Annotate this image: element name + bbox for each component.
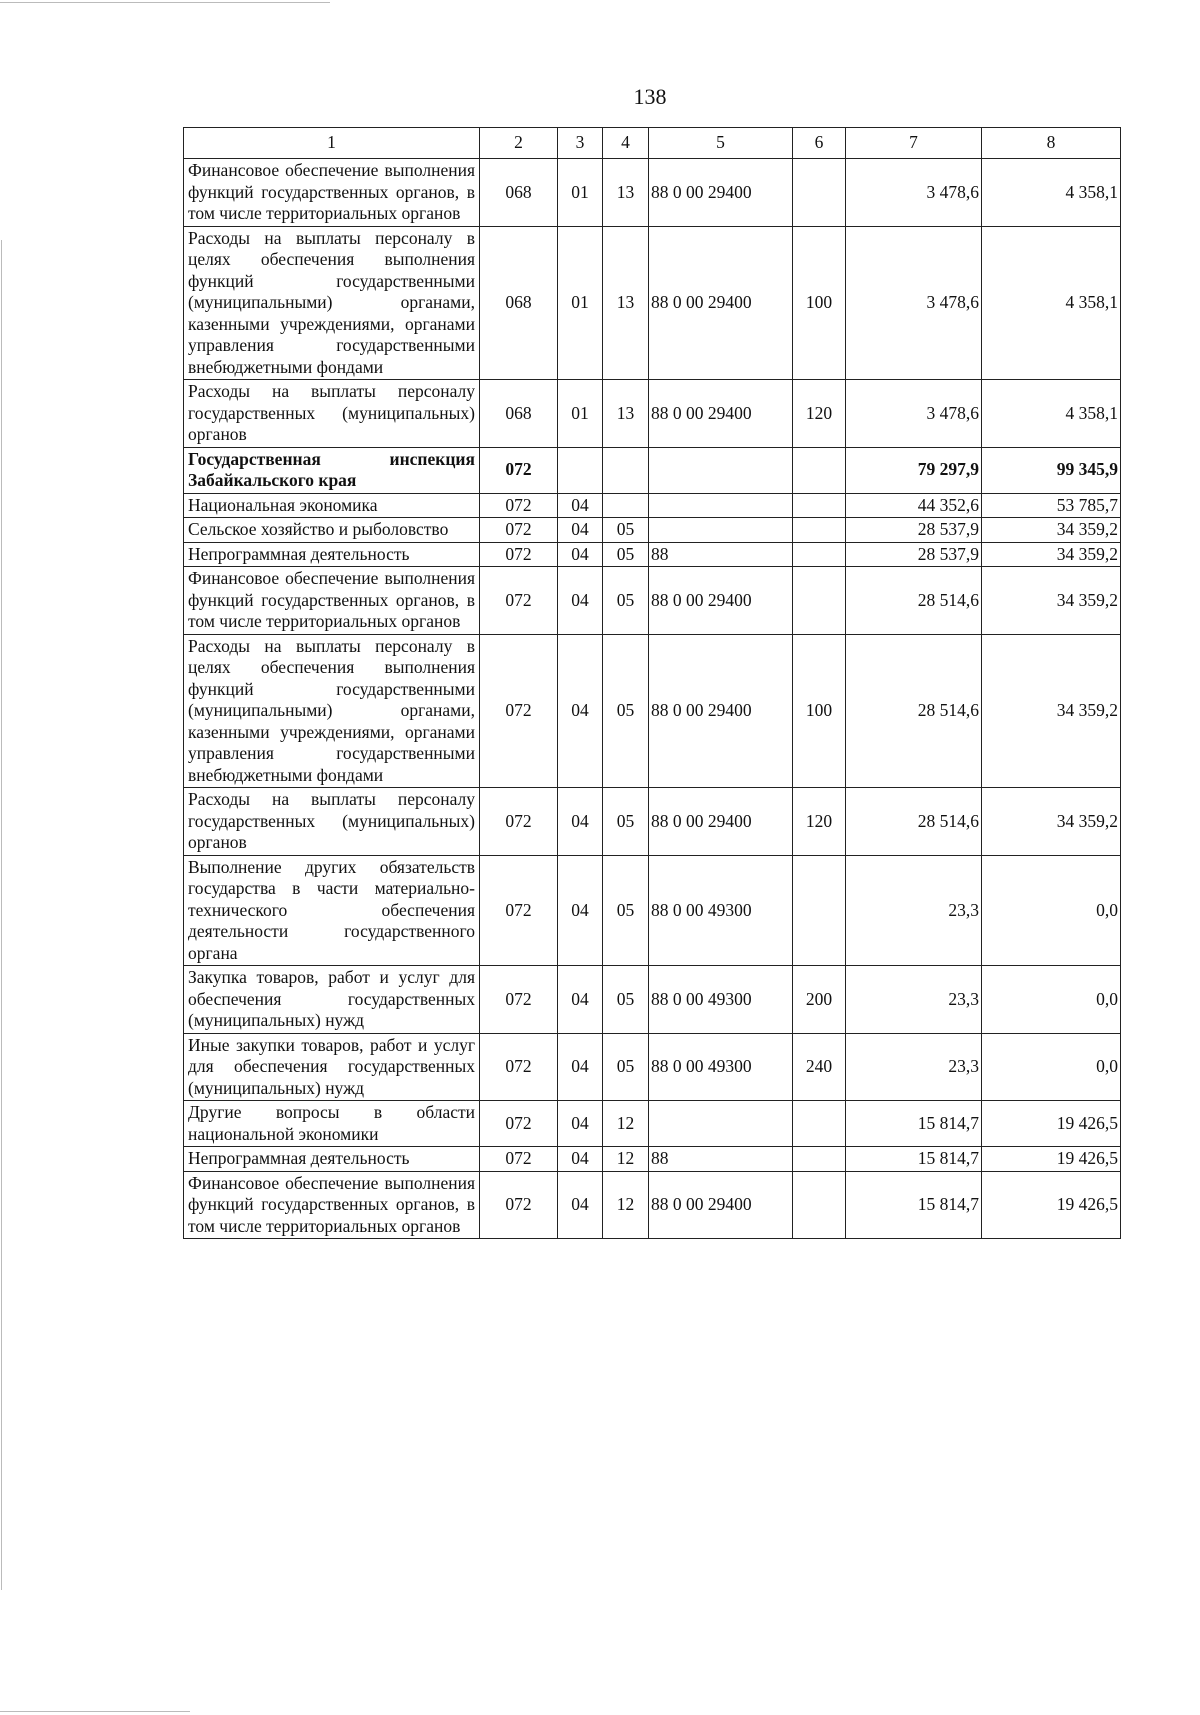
cell-amount-col8: 34 359,2 — [982, 567, 1121, 635]
cell-target-article: 88 0 00 49300 — [649, 1033, 793, 1101]
cell-expense-type: 120 — [793, 788, 846, 856]
table-row — [184, 226, 1121, 380]
cell-admin-code: 072 — [480, 1101, 558, 1147]
cell-name: Непрограммная деятельность — [184, 1147, 480, 1172]
cell-section: 01 — [558, 226, 603, 380]
cell-subsection: 13 — [603, 159, 649, 227]
cell-amount-col7: 44 352,6 — [846, 493, 982, 518]
scan-edge-line-bottom — [0, 1711, 190, 1712]
header-col-2: 2 — [480, 128, 558, 159]
header-col-1: 1 — [184, 128, 480, 159]
cell-subsection: 05 — [603, 634, 649, 788]
cell-name: Национальная экономика — [184, 493, 480, 518]
cell-admin-code: 072 — [480, 542, 558, 567]
cell-amount-col7: 23,3 — [846, 966, 982, 1034]
cell-subsection: 12 — [603, 1101, 649, 1147]
header-col-8: 8 — [982, 128, 1121, 159]
cell-section — [558, 447, 603, 493]
cell-expense-type — [793, 1101, 846, 1147]
cell-subsection: 05 — [603, 518, 649, 543]
cell-admin-code: 072 — [480, 1171, 558, 1239]
cell-subsection — [603, 493, 649, 518]
cell-target-article: 88 0 00 29400 — [649, 634, 793, 788]
table-row — [184, 518, 1121, 543]
cell-target-article — [649, 518, 793, 543]
cell-amount-col8: 19 426,5 — [982, 1171, 1121, 1239]
cell-expense-type: 120 — [793, 380, 846, 448]
cell-admin-code: 072 — [480, 567, 558, 635]
cell-target-article: 88 0 00 29400 — [649, 1171, 793, 1239]
cell-amount-col7: 15 814,7 — [846, 1101, 982, 1147]
cell-section: 04 — [558, 542, 603, 567]
cell-amount-col7: 3 478,6 — [846, 159, 982, 227]
cell-amount-col7: 28 537,9 — [846, 518, 982, 543]
table-row — [184, 1101, 1121, 1147]
cell-amount-col7: 79 297,9 — [846, 447, 982, 493]
cell-target-article: 88 0 00 29400 — [649, 567, 793, 635]
cell-name: Финансовое обеспечение выполнения функций государственных органов, в том числе территориальных органов — [184, 1171, 480, 1239]
cell-admin-code: 072 — [480, 855, 558, 966]
cell-subsection — [603, 447, 649, 493]
table-row — [184, 1147, 1121, 1172]
cell-target-article: 88 0 00 29400 — [649, 788, 793, 856]
header-col-7: 7 — [846, 128, 982, 159]
table-row — [184, 159, 1121, 227]
table-row — [184, 567, 1121, 635]
table-row — [184, 966, 1121, 1034]
cell-target-article: 88 — [649, 1147, 793, 1172]
cell-expense-type — [793, 1147, 846, 1172]
cell-name: Выполнение других обязательств государства в части материально-технического обеспечения деятельности государственного органа — [184, 855, 480, 966]
cell-subsection: 05 — [603, 1033, 649, 1101]
header-col-6: 6 — [793, 128, 846, 159]
cell-subsection: 13 — [603, 226, 649, 380]
header-col-5: 5 — [649, 128, 793, 159]
cell-amount-col8: 0,0 — [982, 966, 1121, 1034]
cell-amount-col8: 99 345,9 — [982, 447, 1121, 493]
cell-name: Финансовое обеспечение выполнения функций государственных органов, в том числе территориальных органов — [184, 567, 480, 635]
cell-name: Сельское хозяйство и рыболовство — [184, 518, 480, 543]
cell-admin-code: 072 — [480, 634, 558, 788]
page-number: 138 — [633, 84, 667, 109]
cell-admin-code: 068 — [480, 226, 558, 380]
cell-section: 04 — [558, 855, 603, 966]
cell-amount-col7: 28 537,9 — [846, 542, 982, 567]
header-col-3: 3 — [558, 128, 603, 159]
cell-admin-code: 072 — [480, 788, 558, 856]
cell-name: Закупка товаров, работ и услуг для обеспечения государственных (муниципальных) нужд — [184, 966, 480, 1034]
cell-amount-col7: 28 514,6 — [846, 567, 982, 635]
cell-target-article — [649, 447, 793, 493]
cell-admin-code: 072 — [480, 966, 558, 1034]
cell-amount-col8: 4 358,1 — [982, 159, 1121, 227]
cell-amount-col8: 34 359,2 — [982, 518, 1121, 543]
table-row — [184, 493, 1121, 518]
cell-section: 04 — [558, 1033, 603, 1101]
cell-section: 04 — [558, 788, 603, 856]
cell-admin-code: 072 — [480, 493, 558, 518]
cell-amount-col7: 15 814,7 — [846, 1171, 982, 1239]
cell-amount-col7: 28 514,6 — [846, 788, 982, 856]
cell-subsection: 05 — [603, 567, 649, 635]
table-row — [184, 380, 1121, 448]
cell-expense-type — [793, 447, 846, 493]
cell-subsection: 05 — [603, 788, 649, 856]
table-row — [184, 1033, 1121, 1101]
cell-name: Непрограммная деятельность — [184, 542, 480, 567]
cell-subsection: 12 — [603, 1147, 649, 1172]
cell-target-article — [649, 1101, 793, 1147]
header-row — [184, 128, 1121, 159]
cell-section: 04 — [558, 518, 603, 543]
cell-expense-type: 100 — [793, 634, 846, 788]
cell-name: Расходы на выплаты персоналу государственных (муниципальных) органов — [184, 380, 480, 448]
cell-section: 04 — [558, 1101, 603, 1147]
cell-admin-code: 072 — [480, 447, 558, 493]
cell-target-article: 88 0 00 29400 — [649, 226, 793, 380]
cell-amount-col8: 53 785,7 — [982, 493, 1121, 518]
budget-table — [183, 127, 1121, 1239]
cell-section: 04 — [558, 634, 603, 788]
cell-amount-col8: 0,0 — [982, 855, 1121, 966]
cell-name: Расходы на выплаты персоналу государственных (муниципальных) органов — [184, 788, 480, 856]
cell-expense-type: 200 — [793, 966, 846, 1034]
cell-admin-code: 068 — [480, 159, 558, 227]
cell-amount-col8: 4 358,1 — [982, 380, 1121, 448]
cell-expense-type — [793, 493, 846, 518]
cell-admin-code: 072 — [480, 1033, 558, 1101]
cell-expense-type — [793, 855, 846, 966]
table-row — [184, 1171, 1121, 1239]
cell-expense-type: 240 — [793, 1033, 846, 1101]
cell-expense-type — [793, 1171, 846, 1239]
scan-edge-line-top — [0, 2, 330, 3]
table-body — [184, 159, 1121, 1239]
cell-admin-code: 068 — [480, 380, 558, 448]
cell-expense-type: 100 — [793, 226, 846, 380]
cell-target-article: 88 0 00 29400 — [649, 159, 793, 227]
cell-expense-type — [793, 542, 846, 567]
cell-amount-col7: 3 478,6 — [846, 226, 982, 380]
cell-name: Иные закупки товаров, работ и услуг для обеспечения государственных (муниципальных) нужд — [184, 1033, 480, 1101]
cell-subsection: 05 — [603, 966, 649, 1034]
cell-target-article — [649, 493, 793, 518]
cell-amount-col7: 3 478,6 — [846, 380, 982, 448]
cell-section: 04 — [558, 1171, 603, 1239]
table-row — [184, 634, 1121, 788]
scan-edge-line-left — [1, 240, 2, 1590]
table-row — [184, 788, 1121, 856]
cell-amount-col7: 23,3 — [846, 855, 982, 966]
cell-target-article: 88 0 00 29400 — [649, 380, 793, 448]
cell-amount-col8: 34 359,2 — [982, 542, 1121, 567]
cell-subsection: 05 — [603, 855, 649, 966]
table-row — [184, 855, 1121, 966]
cell-admin-code: 072 — [480, 1147, 558, 1172]
cell-section: 04 — [558, 1147, 603, 1172]
cell-section: 04 — [558, 966, 603, 1034]
cell-subsection: 13 — [603, 380, 649, 448]
cell-subsection: 12 — [603, 1171, 649, 1239]
cell-name: Расходы на выплаты персоналу в целях обеспечения выполнения функций государственными (муниципальными) органами, казенными учреждениями, органами управления государственными внебюджетными фондами — [184, 634, 480, 788]
table-row — [184, 447, 1121, 493]
cell-section: 04 — [558, 493, 603, 518]
cell-amount-col7: 23,3 — [846, 1033, 982, 1101]
header-col-4: 4 — [603, 128, 649, 159]
cell-amount-col8: 34 359,2 — [982, 788, 1121, 856]
cell-subsection: 05 — [603, 542, 649, 567]
cell-amount-col8: 34 359,2 — [982, 634, 1121, 788]
cell-target-article: 88 0 00 49300 — [649, 966, 793, 1034]
table-row — [184, 542, 1121, 567]
cell-amount-col8: 19 426,5 — [982, 1147, 1121, 1172]
cell-amount-col8: 19 426,5 — [982, 1101, 1121, 1147]
cell-section: 01 — [558, 159, 603, 227]
cell-target-article: 88 — [649, 542, 793, 567]
cell-section: 01 — [558, 380, 603, 448]
cell-expense-type — [793, 159, 846, 227]
cell-expense-type — [793, 518, 846, 543]
cell-amount-col8: 4 358,1 — [982, 226, 1121, 380]
cell-amount-col7: 15 814,7 — [846, 1147, 982, 1172]
cell-target-article: 88 0 00 49300 — [649, 855, 793, 966]
cell-name: Расходы на выплаты персоналу в целях обеспечения выполнения функций государственными (муниципальными) органами, казенными учреждениями, органами управления государственными внебюджетными фондами — [184, 226, 480, 380]
cell-name: Государственная инспекция Забайкальского края — [184, 447, 480, 493]
cell-section: 04 — [558, 567, 603, 635]
cell-amount-col8: 0,0 — [982, 1033, 1121, 1101]
cell-amount-col7: 28 514,6 — [846, 634, 982, 788]
cell-admin-code: 072 — [480, 518, 558, 543]
cell-expense-type — [793, 567, 846, 635]
cell-name: Другие вопросы в области национальной экономики — [184, 1101, 480, 1147]
cell-name: Финансовое обеспечение выполнения функций государственных органов, в том числе территориальных органов — [184, 159, 480, 227]
